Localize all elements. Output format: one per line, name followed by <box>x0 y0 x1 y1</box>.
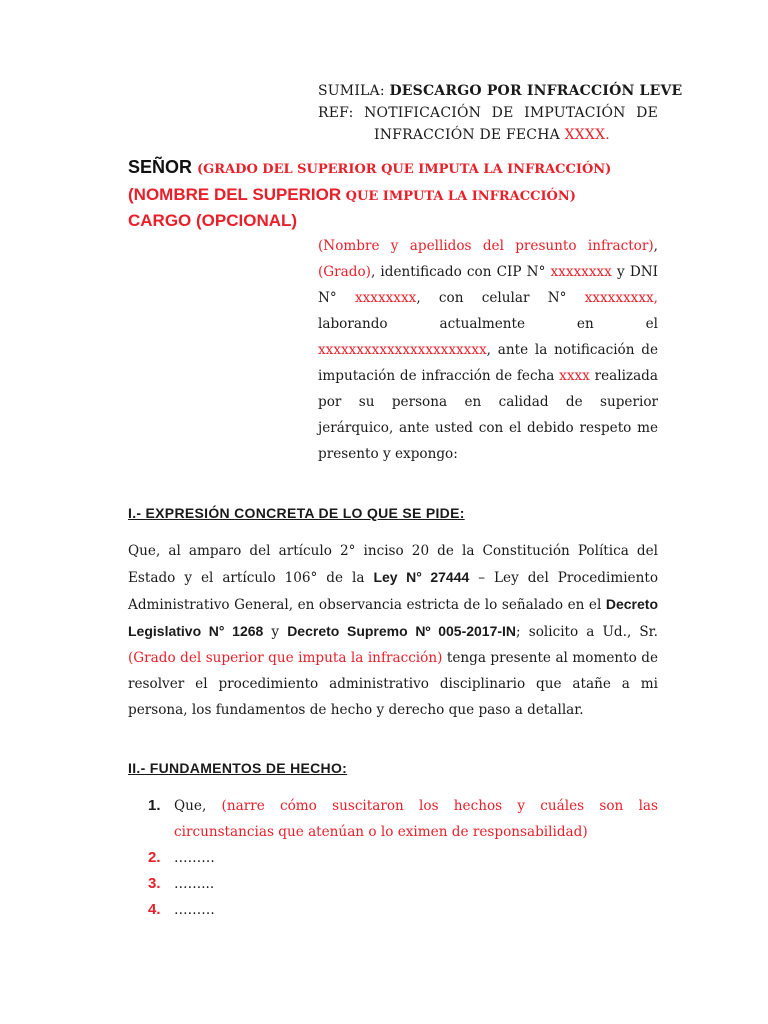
list-placeholder: ……... <box>174 876 215 892</box>
list-lead: Que, <box>174 798 222 814</box>
ref-line: REF: NOTIFICACIÓN DE IMPUTACIÓN DE <box>318 105 658 121</box>
list-placeholder: ……… <box>174 850 215 866</box>
petition-text: y <box>263 624 288 640</box>
law-reference: Ley N° 27444 <box>373 569 470 585</box>
list-item <box>148 897 658 923</box>
intro-text: , <box>653 238 658 254</box>
section-heading-petition: I.- EXPRESIÓN CONCRETA DE LO QUE SE PIDE: <box>128 505 465 521</box>
placeholder-cip: xxxxxxxx <box>550 264 612 280</box>
addressee-senor: SEÑOR <box>128 157 193 177</box>
petition-text: tenga presente al momento de resolver el procedimiento administrativo disciplinario que atañe a mi persona, los fundamentos de hecho y derecho que paso a detallar. <box>128 650 659 718</box>
list-item <box>148 845 658 871</box>
ref-line-continued <box>318 124 658 146</box>
sumila-value: DESCARGO POR INFRACCIÓN LEVE <box>389 83 683 99</box>
list-item <box>148 871 658 897</box>
ref-date-label: INFRACCIÓN DE FECHA <box>374 127 565 143</box>
placeholder-fecha: xxxx <box>559 368 590 384</box>
sumila-line <box>318 80 683 102</box>
addressee-title <box>128 154 688 183</box>
addressee-name-big: (NOMBRE DEL SUPERIOR <box>128 185 342 204</box>
intro-text: , identificado con CIP N° <box>370 264 551 280</box>
intro-text: realizada por su persona en calidad de superior jerárquico, ante usted con el debido respeto me presento y expongo: <box>318 368 658 462</box>
petition-text: ; solicito a Ud., Sr. <box>516 624 659 640</box>
decree-reference: Decreto Legislativo N° 1268 <box>128 596 658 639</box>
petition-text: Que, al amparo del artículo 2° inciso 20 de la Constitución Política del Estado y el artículo 106° de la <box>128 543 658 586</box>
introduction-paragraph <box>318 233 658 467</box>
section-heading-facts: II.- FUNDAMENTOS DE HECHO: <box>128 760 348 776</box>
list-placeholder: ……… <box>174 902 215 918</box>
addressee-block <box>128 154 688 233</box>
list-placeholder: (narre cómo suscitaron los hechos y cuáles son las circunstancias que atenúan o lo eximen de responsabilidad) <box>174 798 658 840</box>
addressee-name-placeholder <box>128 183 688 209</box>
facts-list <box>148 793 658 923</box>
sumila-label: SUMILA: <box>318 83 385 99</box>
placeholder-lugar: xxxxxxxxxxxxxxxxxxxxxx <box>318 342 487 358</box>
placeholder-grado-superior: (Grado del superior que imputa la infracción) <box>128 650 443 666</box>
petition-text: – Ley del Procedimiento Administrativo General, en observancia estricta de lo señalado en el <box>128 570 659 613</box>
addressee-name-small: QUE IMPUTA LA INFRACCIÓN) <box>341 189 576 204</box>
intro-text: y DNI N° <box>318 264 658 306</box>
list-number: 2. <box>148 849 161 866</box>
intro-text: laborando actualmente en el <box>318 316 658 332</box>
document-header <box>318 80 683 146</box>
list-item <box>148 793 658 845</box>
addressee-cargo-placeholder: CARGO (OPCIONAL) <box>128 211 298 230</box>
placeholder-dni: xxxxxxxx <box>354 290 417 306</box>
placeholder-celular: xxxxxxxxx, <box>584 290 659 306</box>
petition-paragraph <box>128 538 658 723</box>
list-number: 1. <box>148 797 161 814</box>
placeholder-grado: (Grado) <box>318 264 371 280</box>
list-number: 3. <box>148 875 161 892</box>
placeholder-nombre: (Nombre y apellidos del presunto infractor) <box>318 238 654 254</box>
intro-text: , ante la notificación de imputación de infracción de fecha <box>318 342 658 384</box>
ref-date-placeholder: XXXX. <box>564 127 610 143</box>
supreme-decree-reference: Decreto Supremo Nº 005-2017-IN <box>287 623 517 639</box>
list-number: 4. <box>148 901 161 918</box>
intro-text: , con celular N° <box>416 290 585 306</box>
addressee-grado-placeholder: (GRADO DEL SUPERIOR QUE IMPUTA LA INFRACCIÓN) <box>197 162 612 177</box>
